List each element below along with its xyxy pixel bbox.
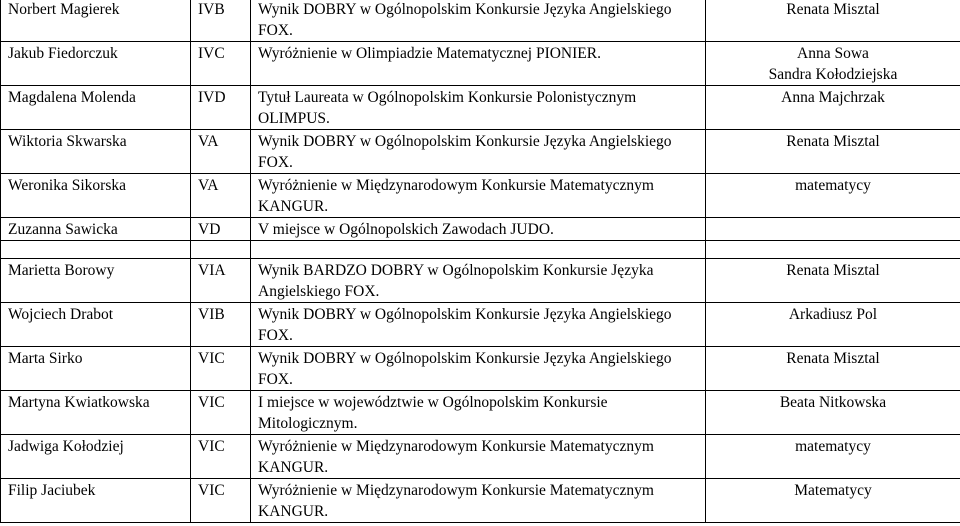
class-cell-text: IVC	[198, 45, 225, 62]
achievement-cell	[251, 303, 706, 347]
class-cell	[191, 0, 251, 42]
teacher-cell	[706, 479, 960, 523]
table-row	[1, 259, 960, 303]
student-name-cell-text: Marta Sirko	[8, 350, 83, 367]
student-name-cell-text: Marietta Borowy	[8, 262, 115, 279]
empty-cell	[251, 241, 706, 259]
class-cell	[191, 303, 251, 347]
student-name-cell-text: Zuzanna Sawicka	[8, 221, 118, 238]
achievement-cell-text: Wyróżnienie w Olimpiadzie Matematycznej PIONIER.	[258, 45, 601, 62]
class-cell-text: VIC	[198, 438, 225, 455]
table-row	[1, 479, 960, 523]
class-cell-text: VIA	[198, 262, 226, 279]
teacher-cell	[706, 86, 960, 130]
class-cell-text: VIC	[198, 482, 225, 499]
achievement-cell-text: Wyróżnienie w Międzynarodowym Konkursie Matematycznym	[258, 177, 654, 194]
class-cell-text: VIC	[198, 394, 225, 411]
teacher-cell	[706, 391, 960, 435]
class-cell	[191, 130, 251, 174]
achievement-cell-text: Wynik DOBRY w Ogólnopolskim Konkursie Języka Angielskiego	[258, 350, 672, 367]
student-name-cell	[1, 435, 191, 479]
student-name-cell-text: Wiktoria Skwarska	[8, 133, 127, 150]
achievement-cell-text: FOX.	[258, 371, 293, 388]
achievement-cell-text: KANGUR.	[258, 459, 329, 476]
achievement-cell	[251, 479, 706, 523]
achievement-cell-text: FOX.	[258, 327, 293, 344]
achievement-cell-text: KANGUR.	[258, 503, 329, 520]
student-name-cell	[1, 130, 191, 174]
class-cell-text: VA	[198, 133, 219, 150]
teacher-cell	[706, 42, 960, 86]
student-name-cell	[1, 86, 191, 130]
achievement-cell-text: Wynik DOBRY w Ogólnopolskim Konkursie Języka Angielskiego	[258, 306, 672, 323]
achievement-cell-text: Wyróżnienie w Międzynarodowym Konkursie Matematycznym	[258, 438, 654, 455]
student-name-cell	[1, 391, 191, 435]
student-name-cell-text: Jadwiga Kołodziej	[8, 438, 124, 455]
empty-cell	[1, 241, 191, 259]
table-row	[1, 174, 960, 218]
student-name-cell-text: Magdalena Molenda	[8, 89, 136, 106]
student-name-cell	[1, 218, 191, 241]
achievement-cell-text: Wynik DOBRY w Ogólnopolskim Konkursie Języka Angielskiego	[258, 1, 672, 18]
student-name-cell	[1, 347, 191, 391]
achievement-cell-text: KANGUR.	[258, 198, 329, 215]
achievement-cell	[251, 391, 706, 435]
class-cell	[191, 259, 251, 303]
achievement-cell-text: I miejsce w województwie w Ogólnopolskim Konkursie	[258, 394, 608, 411]
class-cell	[191, 218, 251, 241]
teacher-cell-text: Anna Sowa	[797, 45, 869, 62]
student-name-cell-text: Weronika Sikorska	[8, 177, 126, 194]
class-cell-text: IVD	[198, 89, 226, 106]
teacher-cell-text: Renata Misztal	[786, 350, 880, 367]
teacher-cell	[706, 303, 960, 347]
class-cell	[191, 391, 251, 435]
achievement-cell-text: Tytuł Laureata w Ogólnopolskim Konkursie Polonistycznym	[258, 89, 637, 106]
achievement-cell-text: OLIMPUS.	[258, 110, 330, 127]
section-gap-row	[1, 241, 960, 259]
teacher-cell-text: Renata Misztal	[786, 262, 880, 279]
class-cell-text: VIB	[198, 306, 225, 323]
achievement-cell-text: Wynik DOBRY w Ogólnopolskim Konkursie Języka Angielskiego	[258, 133, 672, 150]
class-cell	[191, 435, 251, 479]
teacher-cell-text: Renata Misztal	[786, 1, 880, 18]
teacher-cell-text: Sandra Kołodziejska	[768, 66, 898, 83]
achievement-cell-text: FOX.	[258, 22, 293, 39]
achievement-cell-text: Mitologicznym.	[258, 415, 358, 432]
student-name-cell-text: Wojciech Drabot	[8, 306, 114, 323]
student-name-cell-text: Norbert Magierek	[8, 1, 120, 18]
achievement-cell-text: FOX.	[258, 154, 293, 171]
student-name-cell	[1, 479, 191, 523]
achievement-cell	[251, 174, 706, 218]
teacher-cell	[706, 347, 960, 391]
awards-table-body	[1, 0, 960, 523]
teacher-cell	[706, 218, 960, 241]
teacher-cell-text: Beata Nitkowska	[779, 394, 887, 411]
student-name-cell	[1, 259, 191, 303]
class-cell-text: VA	[198, 177, 219, 194]
achievement-cell-text: Wynik BARDZO DOBRY w Ogólnopolskim Konkursie Języka	[258, 262, 654, 279]
student-name-cell-text: Filip Jaciubek	[8, 482, 96, 499]
achievement-cell	[251, 259, 706, 303]
class-cell-text: VIC	[198, 350, 225, 367]
achievement-cell	[251, 86, 706, 130]
class-cell	[191, 347, 251, 391]
teacher-cell-text: matematycy	[795, 438, 871, 455]
table-row	[1, 130, 960, 174]
teacher-cell	[706, 435, 960, 479]
achievement-cell	[251, 435, 706, 479]
table-row	[1, 0, 960, 42]
student-name-cell	[1, 303, 191, 347]
class-cell	[191, 86, 251, 130]
teacher-cell-text: matematycy	[795, 177, 871, 194]
empty-cell	[191, 241, 251, 259]
teacher-cell-text: Matematycy	[794, 482, 872, 499]
class-cell-text: VD	[198, 221, 221, 238]
teacher-cell-text: Renata Misztal	[786, 133, 880, 150]
table-row	[1, 303, 960, 347]
teacher-cell	[706, 259, 960, 303]
teacher-cell-text: Anna Majchrzak	[781, 89, 885, 106]
student-name-cell	[1, 174, 191, 218]
table-row	[1, 435, 960, 479]
empty-cell	[706, 241, 960, 259]
class-cell	[191, 174, 251, 218]
achievement-cell-text: V miejsce w Ogólnopolskich Zawodach JUDO.	[258, 221, 554, 238]
teacher-cell	[706, 130, 960, 174]
student-name-cell-text: Jakub Fiedorczuk	[8, 45, 118, 62]
class-cell	[191, 479, 251, 523]
achievement-cell	[251, 42, 706, 86]
achievement-cell	[251, 347, 706, 391]
teacher-cell-text: Arkadiusz Pol	[788, 306, 878, 323]
teacher-cell	[706, 174, 960, 218]
achievement-cell-text: Angielskiego FOX.	[258, 283, 380, 300]
student-name-cell	[1, 0, 191, 42]
achievement-cell	[251, 0, 706, 42]
table-row	[1, 347, 960, 391]
student-name-cell	[1, 42, 191, 86]
student-name-cell-text: Martyna Kwiatkowska	[8, 394, 150, 411]
table-row	[1, 86, 960, 130]
class-cell	[191, 42, 251, 86]
teacher-cell	[706, 0, 960, 42]
table-row	[1, 391, 960, 435]
table-row	[1, 42, 960, 86]
achievement-cell	[251, 130, 706, 174]
achievement-cell	[251, 218, 706, 241]
achievement-cell-text: Wyróżnienie w Międzynarodowym Konkursie Matematycznym	[258, 482, 654, 499]
class-cell-text: IVB	[198, 1, 225, 18]
table-row	[1, 218, 960, 241]
